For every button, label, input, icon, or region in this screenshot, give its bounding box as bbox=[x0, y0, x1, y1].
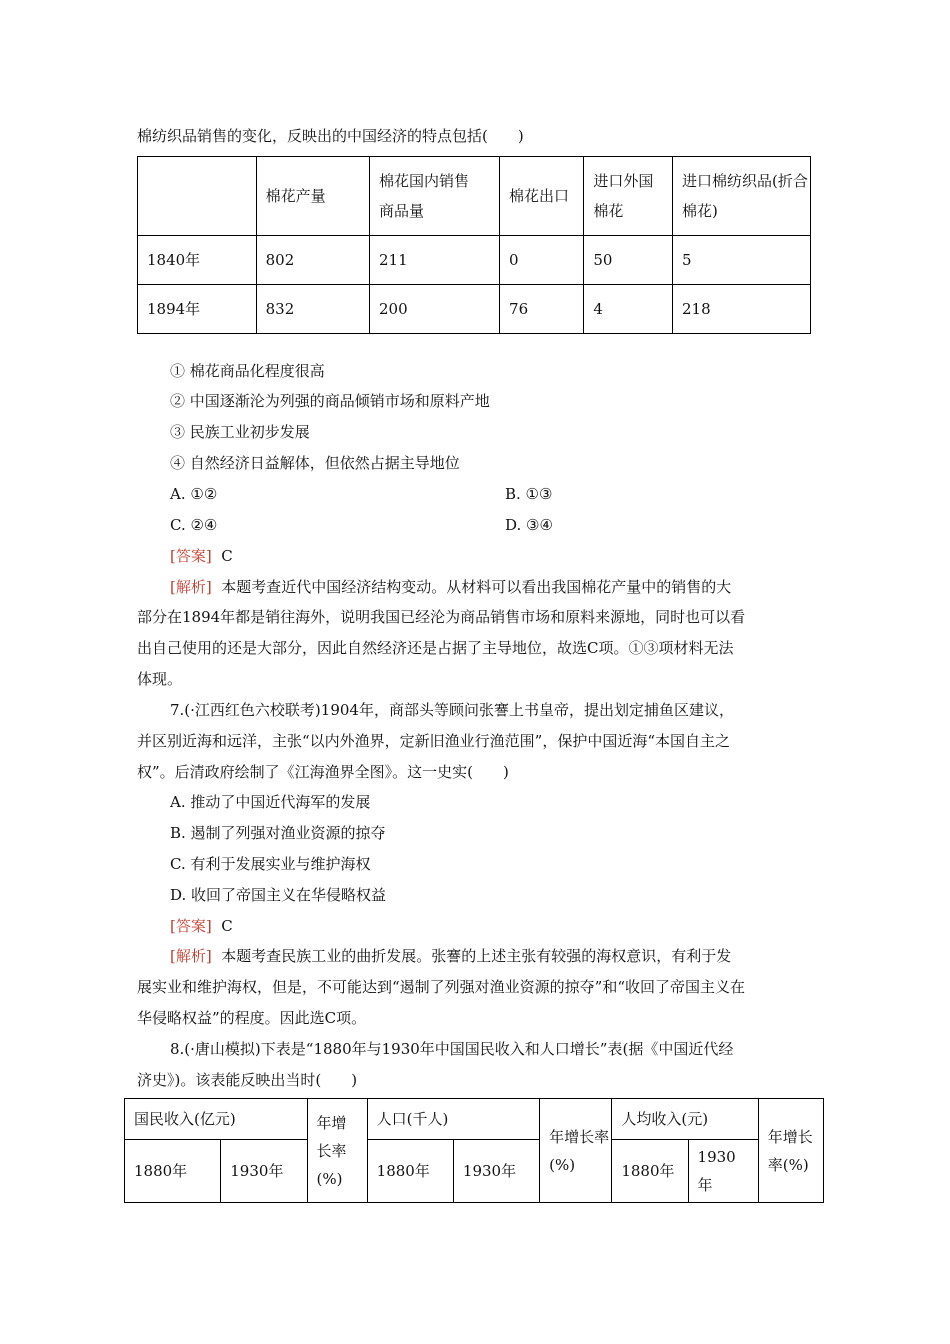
table-cell: 832 bbox=[256, 285, 369, 334]
analysis-line: 出自己使用的还是大部分，因此自然经济还是占据了主导地位，故选C项。①③项材料无法 bbox=[137, 639, 734, 657]
header-cell: 国民收入(亿元) bbox=[125, 1099, 308, 1140]
item-2: ② 中国逐渐沦为列强的商品倾销市场和原料产地 bbox=[170, 392, 490, 410]
table-cell: 76 bbox=[500, 285, 584, 334]
answer-tag: [答案] bbox=[170, 917, 212, 935]
option-d: D. ③④ bbox=[505, 516, 553, 534]
header-cell: 棉花出口 bbox=[500, 157, 584, 236]
q7-stem: 权”。后清政府绘制了《江海渔界全图》。这一史实( ) bbox=[137, 763, 509, 781]
header-cell: 棉花产量 bbox=[256, 157, 369, 236]
header-cell bbox=[758, 1099, 823, 1203]
header-cell bbox=[138, 157, 257, 236]
table-cell: 211 bbox=[370, 236, 500, 285]
analysis-line: 体现。 bbox=[137, 670, 183, 688]
q8-stem: 8.(·唐山模拟)下表是“1880年与1930年中国国民收入和人口增长”表(据《中国近代经 bbox=[170, 1040, 734, 1058]
analysis-tag: [解析] bbox=[170, 947, 212, 965]
q7-option-a: A. 推动了中国近代海军的发展 bbox=[170, 793, 371, 811]
header-cell bbox=[540, 1099, 612, 1203]
table-row bbox=[138, 236, 811, 285]
header-cell: 人口(千人) bbox=[367, 1099, 539, 1140]
table-cell: 200 bbox=[370, 285, 500, 334]
header-text: 棉花国内销售商品量 bbox=[379, 172, 470, 220]
item-4: ④ 自然经济日益解体，但依然占据主导地位 bbox=[170, 454, 460, 472]
option-a: A. ①② bbox=[170, 485, 218, 503]
header-cell bbox=[370, 157, 500, 236]
table-cell: 218 bbox=[673, 285, 811, 334]
table-cell: 50 bbox=[584, 236, 673, 285]
header-cell bbox=[673, 157, 811, 236]
q7-stem: 7.(·江西红色六校联考)1904年，商部头等顾问张謇上书皇帝，提出划定捕鱼区建议， bbox=[170, 701, 734, 719]
header-text: 年增长率(%) bbox=[316, 1113, 347, 1188]
analysis-text: 本题考查民族工业的曲折发展。张謇的上述主张有较强的海权意识，有利于发 bbox=[221, 947, 732, 965]
table-cell: 1880年 bbox=[125, 1140, 221, 1203]
q7-analysis-line: 展实业和维护海权，但是，不可能达到“遏制了列强对渔业资源的掠夺”和“收回了帝国主义在 bbox=[137, 978, 746, 996]
answer-tag: [答案] bbox=[170, 547, 212, 565]
header-text: 年增长率(%) bbox=[767, 1127, 813, 1174]
analysis-line: 部分在1894年都是销往海外，说明我国已经沦为商品销售市场和原料来源地，同时也可以看 bbox=[137, 608, 746, 626]
answer-line bbox=[170, 546, 233, 566]
q7-option-d: D. 收回了帝国主义在华侵略权益 bbox=[170, 886, 387, 904]
cotton-table bbox=[137, 156, 811, 334]
table-cell: 1930年 bbox=[221, 1140, 307, 1203]
header-cell: 人均收入(元) bbox=[612, 1099, 758, 1140]
table-cell: 1930年 bbox=[453, 1140, 539, 1203]
analysis-line bbox=[170, 577, 731, 597]
q7-analysis-line bbox=[170, 946, 731, 966]
q8-stem: 济史》)。该表能反映出当时( ) bbox=[137, 1071, 358, 1089]
option-b: B. ①③ bbox=[505, 485, 553, 503]
q7-option-c: C. 有利于发展实业与维护海权 bbox=[170, 855, 371, 873]
analysis-text: 本题考查近代中国经济结构变动。从材料可以看出我国棉花产量中的销售的大 bbox=[221, 578, 732, 596]
answer-value: C bbox=[221, 917, 233, 935]
header-text: 年增长率(%) bbox=[549, 1127, 610, 1174]
table-cell: 1880年 bbox=[367, 1140, 453, 1203]
header-text: 进口棉纺织品(折合棉花) bbox=[682, 172, 808, 220]
item-3: ③ 民族工业初步发展 bbox=[170, 423, 310, 441]
table-row bbox=[125, 1140, 824, 1203]
analysis-tag: [解析] bbox=[170, 578, 212, 596]
table-cell: 1894年 bbox=[138, 285, 257, 334]
table-cell bbox=[688, 1140, 758, 1203]
table-cell: 4 bbox=[584, 285, 673, 334]
q7-stem: 并区别近海和远洋，主张“以内外渔界，定新旧渔业行渔范围”，保护中国近海“本国自主之 bbox=[137, 732, 731, 750]
table-cell: 1880年 bbox=[612, 1140, 688, 1203]
header-cell bbox=[584, 157, 673, 236]
cell-text: 1930年 bbox=[697, 1148, 736, 1194]
table-cell: 5 bbox=[673, 236, 811, 285]
q7-option-b: B. 遏制了列强对渔业资源的掠夺 bbox=[170, 824, 386, 842]
table-header-row bbox=[125, 1099, 824, 1140]
question-intro: 棉纺织品销售的变化，反映出的中国经济的特点包括( ) bbox=[137, 127, 524, 145]
table-row bbox=[138, 285, 811, 334]
q7-answer-line bbox=[170, 916, 233, 936]
item-1: ① 棉花商品化程度很高 bbox=[170, 362, 325, 380]
header-text: 进口外国棉花 bbox=[593, 172, 654, 220]
q7-analysis-line: 华侵略权益”的程度。因此选C项。 bbox=[137, 1009, 367, 1027]
table-cell: 1840年 bbox=[138, 236, 257, 285]
table-header-row bbox=[138, 157, 811, 236]
income-population-table bbox=[124, 1098, 824, 1203]
answer-value: C bbox=[221, 547, 233, 565]
table-cell: 802 bbox=[256, 236, 369, 285]
option-c: C. ②④ bbox=[170, 516, 218, 534]
header-cell bbox=[307, 1099, 367, 1203]
table-cell: 0 bbox=[500, 236, 584, 285]
